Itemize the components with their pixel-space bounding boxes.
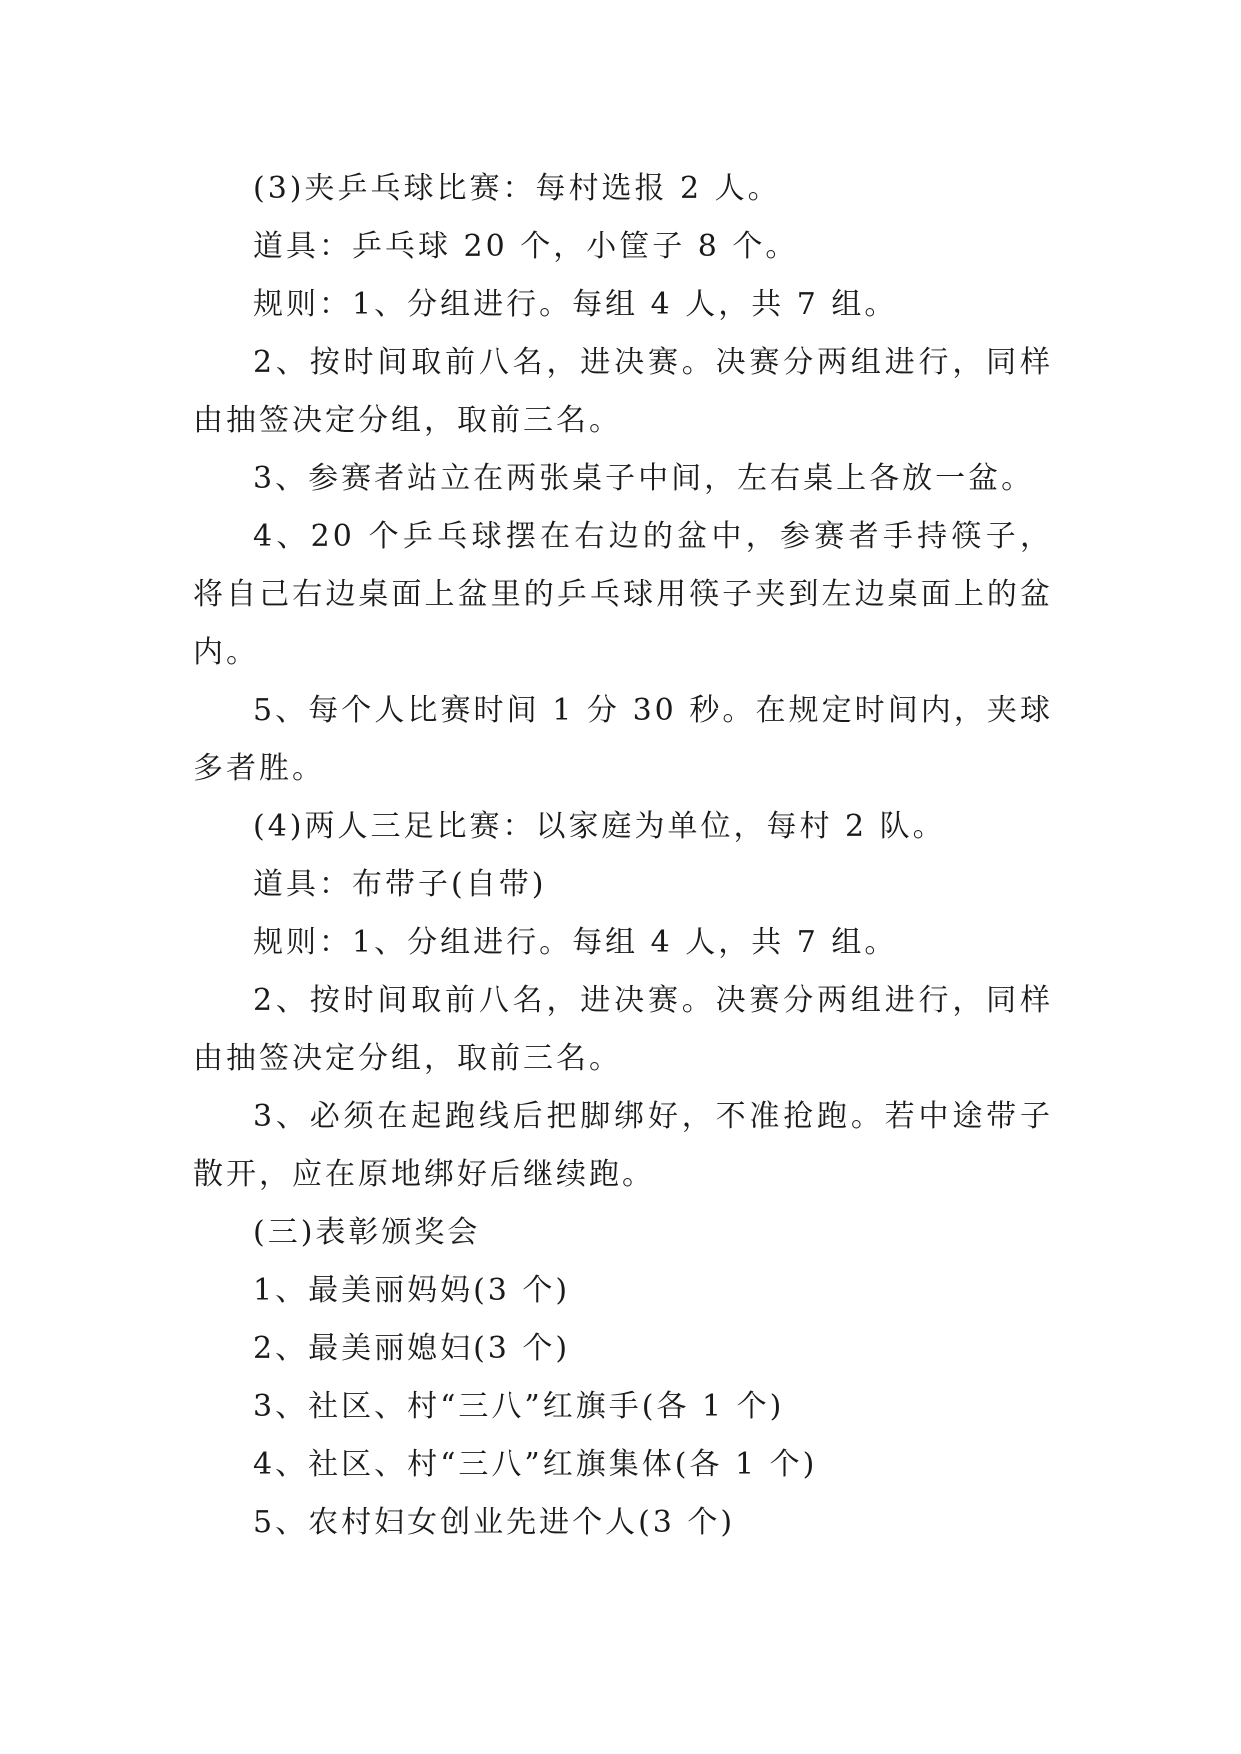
document-body [193,160,1053,1552]
paragraph: (3)夹乒乓球比赛：每村选报 2 人。 [253,171,781,206]
paragraph: 2、按时间取前八名，进决赛。决赛分两组进行，同样由抽签决定分组，取前三名。 [193,983,1053,1076]
list-item: 3、社区、村“三八”红旗手(各 1 个) [253,1389,785,1424]
paragraph: 5、每个人比赛时间 1 分 30 秒。在规定时间内，夹球多者胜。 [193,693,1053,786]
paragraph: 4、20 个乒乓球摆在右边的盆中，参赛者手持筷子，将自己右边桌面上盆里的乒乓球用筷子夹到左边桌面上的盆内。 [193,519,1053,670]
list-item: 4、社区、村“三八”红旗集体(各 1 个) [253,1447,818,1482]
paragraph: 3、参赛者站立在两张桌子中间，左右桌上各放一盆。 [253,461,1035,496]
paragraph: 2、按时间取前八名，进决赛。决赛分两组进行，同样由抽签决定分组，取前三名。 [193,345,1053,438]
paragraph: (4)两人三足比赛：以家庭为单位，每村 2 队。 [253,809,946,844]
list-item: 5、农村妇女创业先进个人(3 个) [253,1505,736,1540]
section-heading: (三)表彰颁奖会 [253,1215,481,1250]
paragraph: 道具：乒乓球 20 个，小筐子 8 个。 [253,229,799,264]
paragraph: 道具：布带子(自带) [253,867,547,902]
paragraph: 3、必须在起跑线后把脚绑好，不准抢跑。若中途带子散开，应在原地绑好后继续跑。 [193,1099,1053,1192]
paragraph: 规则：1、分组进行。每组 4 人，共 7 组。 [253,287,898,322]
list-item: 1、最美丽妈妈(3 个) [253,1273,571,1308]
list-item: 2、最美丽媳妇(3 个) [253,1331,571,1366]
paragraph: 规则：1、分组进行。每组 4 人，共 7 组。 [253,925,898,960]
